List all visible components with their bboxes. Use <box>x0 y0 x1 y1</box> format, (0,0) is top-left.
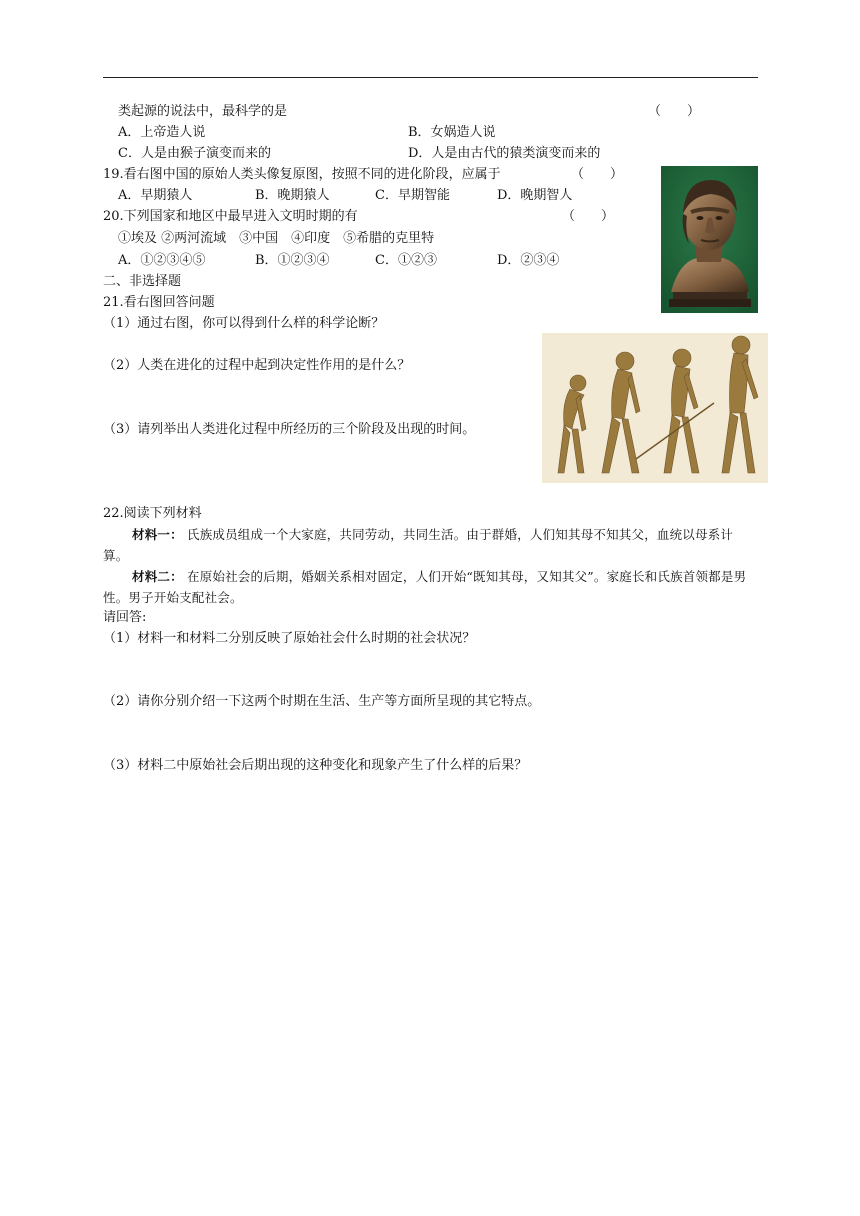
material2-label: 材料二： <box>132 569 183 584</box>
q21-sub3: （3）请列举出人类进化过程中所经历的三个阶段及出现的时间。 <box>103 422 476 437</box>
q20-option-a: A．①②③④⑤ <box>118 253 206 268</box>
q20-option-c: C．①②③ <box>375 253 437 268</box>
q22-sub2: （2）请你分别介绍一下这两个时期在生活、生产等方面所呈现的其它特点。 <box>103 694 541 709</box>
q22-sub1: （1）材料一和材料二分别反映了原始社会什么时期的社会状况？ <box>103 631 476 646</box>
q20-answer-paren: （ ） <box>562 209 615 224</box>
q21-sub2: （2）人类在进化的过程中起到决定性作用的是什么？ <box>103 358 411 373</box>
q19-option-d: D．晚期智人 <box>497 188 573 203</box>
q22-material2 <box>103 566 758 608</box>
q19-option-a: A．早期猿人 <box>118 188 193 203</box>
q19-option-b: B．晚期猿人 <box>255 188 330 203</box>
section-heading-non-choice: 二、非选择题 <box>103 274 182 289</box>
q18-stem: 类起源的说法中，最科学的是 <box>118 104 288 119</box>
q22-sub3: （3）材料二中原始社会后期出现的这种变化和现象产生了什么样的后果？ <box>103 758 528 773</box>
q22-prompt: 请回答: <box>103 610 147 625</box>
q21-stem: 21.看右图回答问题 <box>103 295 215 310</box>
q18-answer-paren: （ ） <box>648 104 701 119</box>
q20-option-b: B．①②③④ <box>255 253 330 268</box>
q18-option-b: B．女娲造人说 <box>408 125 496 140</box>
material1-label: 材料一： <box>132 527 183 542</box>
material1-text: 氏族成员组成一个大家庭，共同劳动，共同生活。由于群婚，人们知其母不知其父，血统以母系计算。 <box>103 527 734 563</box>
q19-answer-paren: （ ） <box>571 167 624 182</box>
q21-sub1: （1）通过右图，你可以得到什么样的科学论断？ <box>103 316 385 331</box>
q18-option-d: D．人是由古代的猿类演变而来的 <box>408 146 601 161</box>
q19-stem: 19.看右图中国的原始人类头像复原图，按照不同的进化阶段，应属于 <box>103 167 501 182</box>
q22-stem: 22.阅读下列材料 <box>103 506 202 521</box>
header-rule <box>103 77 758 78</box>
q22-material1 <box>103 524 758 566</box>
q18-option-c: C．人是由猴子演变而来的 <box>118 146 271 161</box>
q18-option-a: A．上帝造人说 <box>118 125 206 140</box>
material2-text: 在原始社会的后期，婚姻关系相对固定，人们开始“既知其母，又知其父”。家庭长和氏族首领都是男性。男子开始支配社会。 <box>103 569 747 605</box>
q20-choices: ①埃及 ②两河流域 ③中国 ④印度 ⑤希腊的克里特 <box>118 231 435 246</box>
q19-option-c: C．早期智能 <box>375 188 450 203</box>
q20-option-d: D．②③④ <box>497 253 560 268</box>
primitive-human-bust-image <box>661 166 758 313</box>
human-evolution-image <box>542 333 768 483</box>
q20-stem: 20.下列国家和地区中最早进入文明时期的有 <box>103 209 358 224</box>
